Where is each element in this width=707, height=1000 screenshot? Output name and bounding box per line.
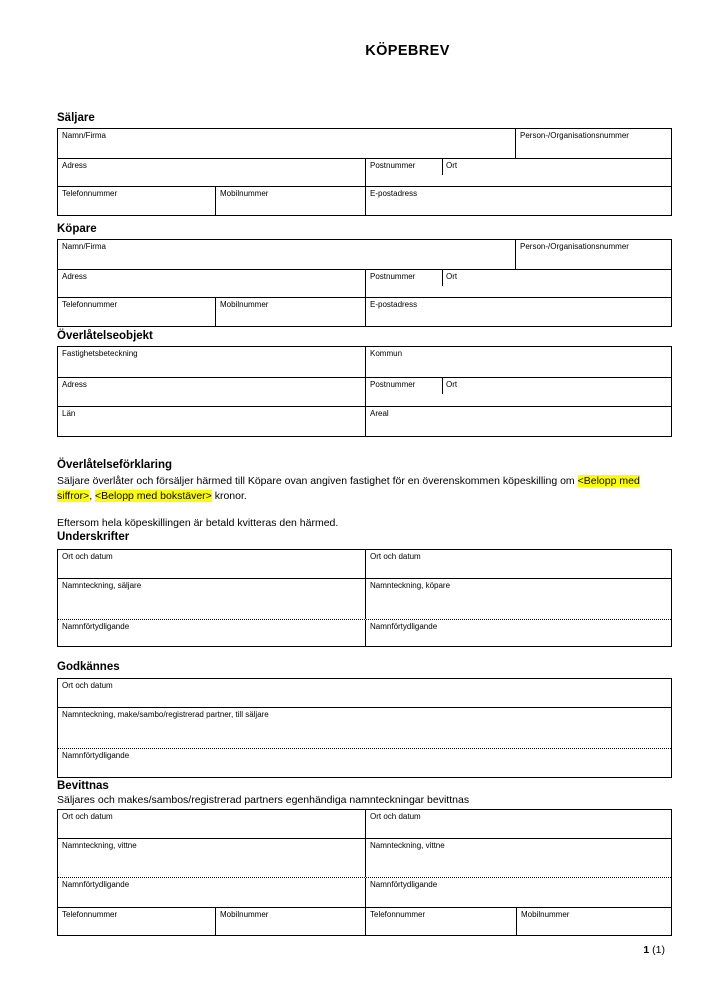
transfer-declaration-text (57, 474, 672, 503)
namnfortydligande-label: Namnförtydligande (62, 751, 130, 760)
objekt-postnummer-field (365, 378, 442, 406)
kopare-section (57, 223, 672, 327)
objekt-ort-field (442, 378, 671, 406)
saljare-heading: Säljare (57, 112, 95, 124)
page-number (643, 944, 665, 956)
underskrifter-saljare-namnteckning-field (58, 579, 365, 619)
postnummer-label: Postnummer (370, 161, 416, 170)
declaration-text-before: Säljare överlåter och försäljer härmed till Köpare ovan angiven fastighet för en överenskommen köpeskilling om (57, 475, 578, 487)
godkannes-ort-datum-field (58, 679, 671, 707)
table-row (58, 679, 671, 707)
namnteckning-kopare-label: Namnteckning, köpare (370, 581, 451, 590)
underskrifter-saljare-namnfortydligande-field (58, 620, 365, 646)
namn-firma-label: Namn/Firma (62, 131, 107, 140)
person-org-label: Person-/Organisationsnummer (520, 242, 629, 251)
overlatelseforklaring-heading: Överlåtelseförklaring (57, 459, 173, 471)
bevittnas-subtitle: Säljares och makes/sambos/registrerad partners egenhändiga namnteckningar bevittnas (57, 794, 470, 806)
godkannes-namnteckning-partner-field (58, 708, 671, 748)
table-row (58, 297, 671, 326)
declaration-separator: , (89, 489, 96, 502)
overlatelseobjekt-heading: Överlåtelseobjekt (57, 330, 153, 342)
table-row (58, 406, 671, 436)
underskrifter-kopare-namnteckning-field (365, 579, 671, 619)
godkannes-table (57, 678, 672, 778)
adress-label: Adress (62, 161, 87, 170)
table-row (58, 240, 671, 269)
saljare-mobilnummer-field (215, 187, 365, 215)
bevittnas-vittne1-telefonnummer-field (58, 908, 215, 935)
kopare-namn-firma-field (58, 240, 515, 269)
saljare-epost-field (365, 187, 671, 215)
ort-och-datum-label: Ort och datum (370, 812, 421, 821)
ort-och-datum-label: Ort och datum (62, 552, 113, 561)
underskrifter-table (57, 549, 672, 647)
underskrifter-section (57, 531, 672, 647)
mobilnummer-label: Mobilnummer (220, 189, 269, 198)
namnteckning-vittne-label: Namnteckning, vittne (370, 841, 445, 850)
bevittnas-vittne2-namnfortydligande-field (365, 878, 671, 907)
table-row (58, 347, 671, 377)
table-row (58, 550, 671, 578)
bevittnas-vittne2-ort-datum-field (365, 810, 671, 838)
kommun-label: Kommun (370, 349, 403, 358)
table-row (58, 578, 671, 619)
table-row (58, 619, 671, 646)
kopare-person-org-field (515, 240, 671, 269)
namnfortydligande-label: Namnförtydligande (370, 622, 438, 631)
ort-och-datum-label: Ort och datum (370, 552, 421, 561)
table-row (58, 377, 671, 406)
person-org-label: Person-/Organisationsnummer (520, 131, 629, 140)
page-number-current: 1 (643, 944, 650, 956)
namnteckning-partner-label: Namnteckning, make/sambo/registrerad partner, till säljare (62, 710, 269, 719)
saljare-telefonnummer-field (58, 187, 215, 215)
bevittnas-table (57, 809, 672, 936)
bevittnas-vittne2-telefonnummer-field (365, 908, 516, 935)
adress-label: Adress (62, 272, 87, 281)
amount-words-placeholder: <Belopp med bokstäver> (95, 489, 212, 502)
table-row (58, 269, 671, 297)
underskrifter-kopare-namnfortydligande-field (365, 620, 671, 646)
kopare-telefonnummer-field (58, 298, 215, 326)
ort-label: Ort (446, 272, 458, 281)
page-number-total: (1) (652, 944, 665, 956)
godkannes-section (57, 661, 672, 778)
mobilnummer-label: Mobilnummer (220, 910, 269, 919)
underskrifter-heading: Underskrifter (57, 531, 130, 543)
saljare-person-org-field (515, 129, 671, 158)
table-row (58, 877, 671, 907)
table-row (58, 129, 671, 158)
namnfortydligande-label: Namnförtydligande (62, 622, 130, 631)
namnteckning-vittne-label: Namnteckning, vittne (62, 841, 137, 850)
ort-och-datum-label: Ort och datum (62, 812, 113, 821)
kopare-table (57, 239, 672, 327)
table-row (58, 838, 671, 877)
bevittnas-section (57, 780, 672, 936)
kopare-epost-field (365, 298, 671, 326)
fastighetsbeteckning-label: Fastighetsbeteckning (62, 349, 138, 358)
lan-label: Län (62, 409, 76, 418)
saljare-postnummer-field (365, 159, 442, 186)
saljare-section (57, 112, 672, 216)
document-title: KÖPEBREV (365, 43, 450, 59)
kopare-mobilnummer-field (215, 298, 365, 326)
overlatelseforklaring-section (57, 459, 672, 530)
saljare-ort-field (442, 159, 671, 186)
bevittnas-vittne2-namnteckning-field (365, 839, 671, 877)
kopare-ort-field (442, 270, 671, 297)
objekt-kommun-field (365, 347, 671, 377)
postnummer-label: Postnummer (370, 380, 416, 389)
bevittnas-vittne1-namnfortydligande-field (58, 878, 365, 907)
saljare-namn-firma-field (58, 129, 515, 158)
underskrifter-saljare-ort-datum-field (58, 550, 365, 578)
ort-label: Ort (446, 161, 458, 170)
telefonnummer-label: Telefonnummer (62, 910, 118, 919)
namnteckning-saljare-label: Namnteckning, säljare (62, 581, 142, 590)
ort-label: Ort (446, 380, 458, 389)
bevittnas-heading: Bevittnas (57, 780, 109, 792)
mobilnummer-label: Mobilnummer (220, 300, 269, 309)
declaration-text-after: kronor. (211, 489, 247, 502)
bevittnas-vittne1-namnteckning-field (58, 839, 365, 877)
namn-firma-label: Namn/Firma (62, 242, 107, 251)
mobilnummer-label: Mobilnummer (521, 910, 570, 919)
adress-label: Adress (62, 380, 87, 389)
underskrifter-kopare-ort-datum-field (365, 550, 671, 578)
objekt-areal-field (365, 407, 671, 436)
saljare-table (57, 128, 672, 216)
telefonnummer-label: Telefonnummer (62, 300, 118, 309)
ort-och-datum-label: Ort och datum (62, 681, 113, 690)
saljare-adress-field (58, 159, 365, 186)
objekt-adress-field (58, 378, 365, 406)
table-row (58, 707, 671, 748)
godkannes-namnfortydligande-field (58, 749, 671, 777)
amount-digits-placeholder: <Belopp med siffror> (57, 475, 640, 502)
table-row (58, 186, 671, 215)
telefonnummer-label: Telefonnummer (62, 189, 118, 198)
bevittnas-vittne1-mobilnummer-field (215, 908, 365, 935)
postnummer-label: Postnummer (370, 272, 416, 281)
table-row (58, 748, 671, 777)
kopare-heading: Köpare (57, 223, 97, 235)
areal-label: Areal (370, 409, 389, 418)
telefonnummer-label: Telefonnummer (370, 910, 426, 919)
bevittnas-vittne2-mobilnummer-field (516, 908, 671, 935)
kopare-postnummer-field (365, 270, 442, 297)
godkannes-heading: Godkännes (57, 661, 120, 673)
namnfortydligande-label: Namnförtydligande (62, 880, 130, 889)
epost-label: E-postadress (370, 300, 418, 309)
objekt-lan-field (58, 407, 365, 436)
kopare-adress-field (58, 270, 365, 297)
table-row (58, 907, 671, 935)
overlatelseobjekt-section (57, 330, 672, 437)
objekt-fastighetsbeteckning-field (58, 347, 365, 377)
table-row (58, 810, 671, 838)
namnfortydligande-label: Namnförtydligande (370, 880, 438, 889)
overlatelseobjekt-table (57, 346, 672, 437)
table-row (58, 158, 671, 186)
receipt-text: Eftersom hela köpeskillingen är betald kvitteras den härmed. (57, 517, 339, 529)
bevittnas-vittne1-ort-datum-field (58, 810, 365, 838)
epost-label: E-postadress (370, 189, 418, 198)
